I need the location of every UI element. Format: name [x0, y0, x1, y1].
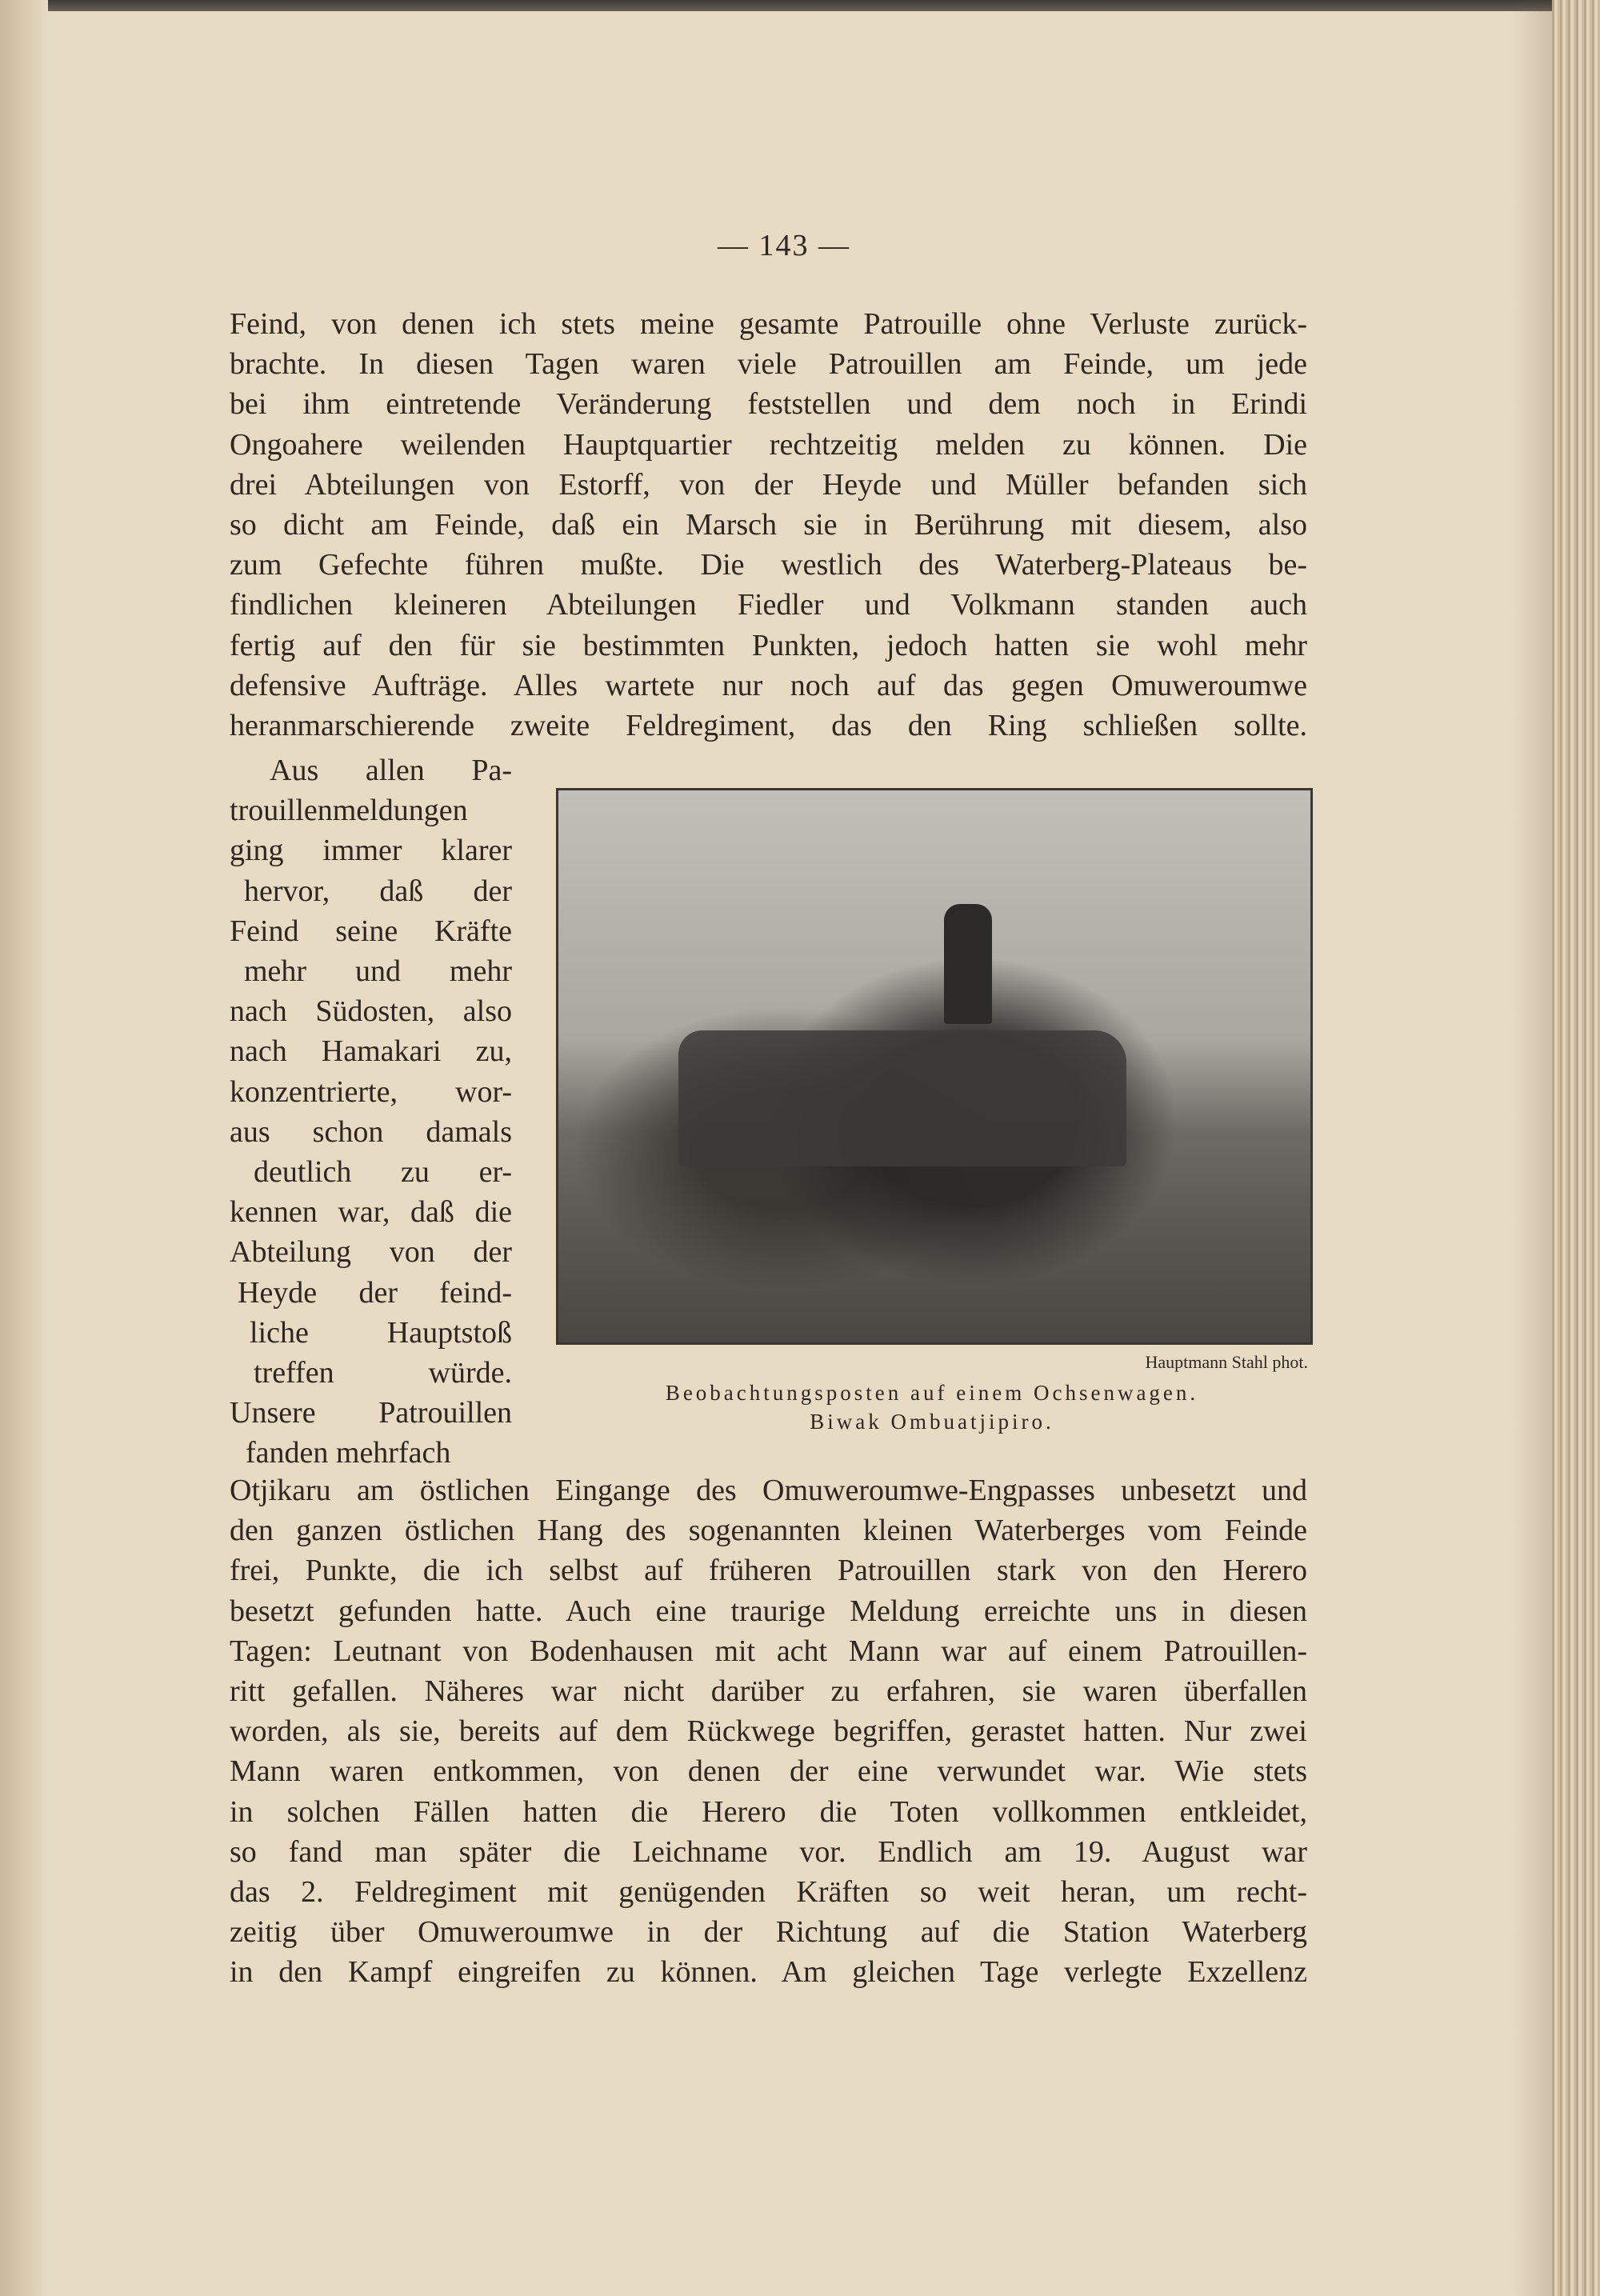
text-line: bei ihm eintretende Veränderung feststellen und dem noch in Erindi: [230, 387, 1307, 422]
text-line: ging immer klarer: [230, 834, 512, 868]
text-line: mehr und mehr: [244, 954, 512, 988]
text-line: trouillenmeldungen: [230, 794, 468, 828]
text-line: treffen würde.: [254, 1356, 512, 1390]
text-line: worden, als sie, bereits auf dem Rückwege begriffen, gerastet hatten. Nur zwei: [230, 1714, 1307, 1749]
text-line: den ganzen östlichen Hang des sogenannten kleinen Waterberges vom Feinde: [230, 1514, 1307, 1548]
text-line: das 2. Feldregiment mit genügenden Kräften so weit heran, um recht-: [230, 1875, 1307, 1909]
text-line: Otjikaru am östlichen Eingange des Omuweroumwe-Engpasses unbesetzt und: [230, 1474, 1307, 1507]
text-line: Tagen: Leutnant von Bodenhausen mit acht Mann war auf einem Patrouillen-: [230, 1634, 1307, 1668]
text-line: brachte. In diesen Tagen waren viele Patrouillen am Feinde, um jede: [230, 347, 1307, 382]
text-line: defensive Aufträge. Alles wartete nur noch auf das gegen Omuweroumwe: [230, 668, 1307, 702]
text-line: Feind, von denen ich stets meine gesamte Patrouille ohne Verluste zurück-: [230, 307, 1307, 341]
text-line: zum Gefechte führen mußte. Die westlich des Waterberg-Plateaus be-: [230, 548, 1307, 582]
caption-line-1: Beobachtungsposten auf einem Ochsenwagen.: [665, 1381, 1199, 1405]
text-line: deutlich zu er-: [254, 1155, 512, 1189]
text-line: hervor, daß der: [244, 874, 512, 908]
text-line: konzentrierte, wor-: [230, 1074, 512, 1109]
text-line: in solchen Fällen hatten die Herero die Toten vollkommen entkleidet,: [230, 1794, 1307, 1829]
caption-line-2: Biwak Ombuatjipiro.: [810, 1410, 1054, 1434]
page-number: — 143 —: [718, 229, 850, 262]
text-line: heranmarschierende zweite Feldregiment, das den Ring schließen sollte.: [230, 709, 1307, 742]
page-gutter: [0, 0, 48, 2296]
text-line: Unsere Patrouillen: [230, 1396, 512, 1430]
text-line: nach Südosten, also: [230, 994, 512, 1029]
text-line: ritt gefallen. Näheres war nicht darüber zu erfahren, sie waren überfallen: [230, 1674, 1307, 1708]
photo-observer-figure: [944, 904, 992, 1024]
text-line: Ongoahere weilenden Hauptquartier rechtzeitig melden zu können. Die: [230, 427, 1307, 462]
text-line: kennen war, daß die: [230, 1195, 512, 1230]
text-line: drei Abteilungen von Estorff, von der Heyde und Müller befanden sich: [230, 467, 1307, 502]
text-line: so dicht am Feinde, daß ein Marsch sie in Berührung mit diesem, also: [230, 508, 1307, 542]
book-page-edges: [1552, 0, 1600, 2296]
page-shadow: [1512, 0, 1552, 2296]
text-line: fertig auf den für sie bestimmten Punkten, jedoch hatten sie wohl mehr: [230, 628, 1307, 662]
text-line: nach Hamakari zu,: [230, 1034, 512, 1069]
photo-wagon: [678, 1030, 1126, 1166]
text-line: Feind seine Kräfte: [230, 914, 512, 948]
text-line: fanden mehrfach: [246, 1436, 451, 1470]
text-line: Abteilung von der: [230, 1235, 512, 1270]
text-line: so fand man später die Leichname vor. Endlich am 19. August war: [230, 1834, 1307, 1869]
photograph-ox-wagon: [556, 788, 1313, 1345]
text-line: aus schon damals: [230, 1114, 512, 1149]
text-line: liche Hauptstoß: [250, 1315, 512, 1350]
text-line: Aus allen Pa-: [270, 754, 512, 787]
text-line: Mann waren entkommen, von denen der eine verwundet war. Wie stets: [230, 1754, 1307, 1789]
text-line: besetzt gefunden hatte. Auch eine traurige Meldung erreichte uns in diesen: [230, 1594, 1307, 1628]
photo-credit: Hauptmann Stahl phot.: [1145, 1352, 1308, 1372]
scan-top-edge: [0, 0, 1600, 11]
text-line: Heyde der feind-: [238, 1275, 512, 1310]
text-line: in den Kampf eingreifen zu können. Am gleichen Tage verlegte Exzellenz: [230, 1955, 1307, 1990]
text-line: findlichen kleineren Abteilungen Fiedler und Volkmann standen auch: [230, 588, 1307, 622]
text-line: zeitig über Omuweroumwe in der Richtung auf die Station Waterberg: [230, 1915, 1307, 1950]
text-line: frei, Punkte, die ich selbst auf früheren Patrouillen stark von den Herero: [230, 1554, 1307, 1588]
